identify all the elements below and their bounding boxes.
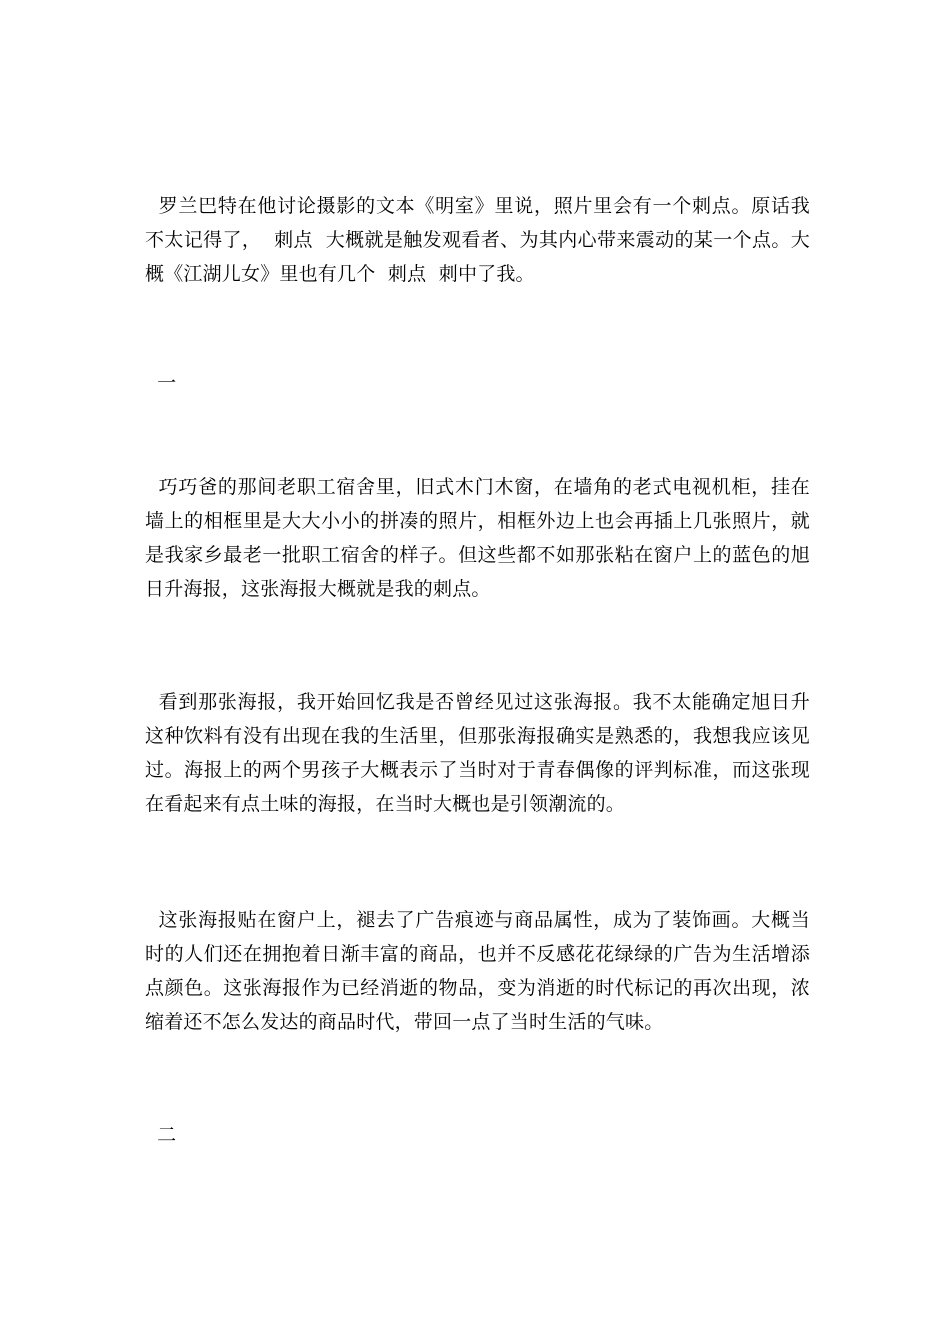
section-heading-two: 二 <box>145 1124 177 1146</box>
paragraph-dormitory: 巧巧爸的那间老职工宿舍里，旧式木门木窗，在墙角的老式电视机柜，挂在墙上的相框里是大大小小的拼凑的照片，相框外边上也会再插上几张照片，就是我家乡最老一批职工宿舍的样子。但这些都不如那张粘在窗户上的蓝色的旭日升海报，这张海报大概就是我的刺点。 <box>145 476 810 600</box>
paragraph-poster-memory: 看到那张海报，我开始回忆我是否曾经见过这张海报。我不太能确定旭日升这种饮料有没有出现在我的生活里，但那张海报确实是熟悉的，我想我应该见过。海报上的两个男孩子大概表示了当时对于青春偶像的评判标准，而这张现在看起来有点土味的海报，在当时大概也是引领潮流的。 <box>145 691 810 815</box>
section-heading-one: 一 <box>145 372 177 394</box>
paragraph-intro: 罗兰巴特在他讨论摄影的文本《明室》里说，照片里会有一个刺点。原话我不太记得了， 刺点 大概就是触发观看者、为其内心带来震动的某一个点。大概《江湖儿女》里也有几个 刺点 刺中了我。 <box>145 195 810 285</box>
paragraph-poster-decoration: 这张海报贴在窗户上，褪去了广告痕迹与商品属性，成为了装饰画。大概当时的人们还在拥抱着日渐丰富的商品，也并不反感花花绿绿的广告为生活增添点颜色。这张海报作为已经消逝的物品，变为消逝的时代标记的再次出现，浓缩着还不怎么发达的商品时代，带回一点了当时生活的气味。 <box>145 909 810 1033</box>
